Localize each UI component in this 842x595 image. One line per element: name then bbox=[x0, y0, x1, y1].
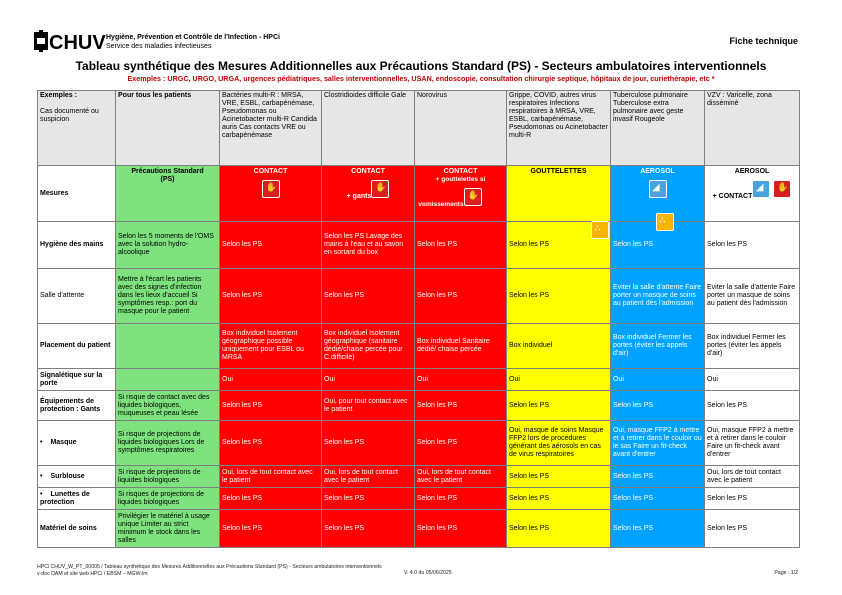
cell: Selon les PS bbox=[415, 222, 507, 269]
cell: Selon les PS bbox=[507, 222, 611, 269]
row-head: Placement du patient bbox=[38, 324, 116, 369]
droplet-icon: ∴ bbox=[656, 213, 674, 231]
row-head: Signalétique sur la porte bbox=[38, 369, 116, 391]
example-cell: Grippe, COVID, autres virus respiratoires Infections respiratoires à MRSA, VRE, ESBL, carbapénémase, Pseudomonas ou Acinetobacter multi-R bbox=[507, 91, 611, 166]
cell: Selon les PS bbox=[220, 510, 322, 548]
measure-contact-gants: CONTACT + gants ✋ bbox=[322, 166, 415, 222]
row-placement bbox=[38, 324, 800, 369]
row-head: Salle d'attente bbox=[38, 269, 116, 324]
row-head: • Surblouse bbox=[38, 466, 116, 488]
cell: Oui bbox=[705, 369, 800, 391]
cell: Si risque de projections de liquides biologiques bbox=[116, 466, 220, 488]
cell: Oui, masque de soins Masque FFP2 lors de procédures générant des aérosols en cas de virus respiratoires bbox=[507, 421, 611, 466]
row-signaletique bbox=[38, 369, 800, 391]
cell: Eviter la salle d'attente Faire porter un masque de soins au patient dès l'admission bbox=[705, 269, 800, 324]
page-title: Tableau synthétique des Mesures Additionnelles aux Précautions Standard (PS) - Secteurs ambulatoires interventionnels bbox=[75, 59, 767, 73]
cell: Oui bbox=[220, 369, 322, 391]
row-gants bbox=[38, 391, 800, 421]
cell: Selon les PS bbox=[705, 391, 800, 421]
cell: Selon les PS bbox=[611, 222, 705, 269]
cell: Selon les PS bbox=[611, 391, 705, 421]
examples-line: Exemples : URGC, URGO, URGA, urgences pédiatriques, salles interventionnelles, USAN, endoscopie, consultation chirurgie septique, hôpitaux de jour, curiethérapie, etc * bbox=[127, 74, 715, 83]
cell: Oui, pour tout contact avec le patient bbox=[322, 391, 415, 421]
cell: Oui, lors de tout contact avec le patient bbox=[415, 466, 507, 488]
cell: Selon les PS Lavage des mains à l'eau et au savon en sortant du box bbox=[322, 222, 415, 269]
cell: Selon les PS bbox=[322, 421, 415, 466]
droplet-icon: ∴ bbox=[591, 221, 609, 239]
footer-version: V. 4.0 du 05/06/2025 bbox=[404, 570, 452, 576]
example-cell: Tuberculose pulmonaire Tuberculose extra pulmonaire avec geste invasif Rougeole bbox=[611, 91, 705, 166]
row-materiel bbox=[38, 510, 800, 548]
cell: Oui bbox=[507, 369, 611, 391]
cell: Selon les PS bbox=[220, 421, 322, 466]
cell: Selon les PS bbox=[322, 488, 415, 510]
cell: Selon les PS bbox=[507, 510, 611, 548]
cell: Oui bbox=[322, 369, 415, 391]
cell: Selon les PS bbox=[507, 391, 611, 421]
measure-gouttelettes: GOUTTELETTES ∴ bbox=[507, 166, 611, 222]
cell: Selon les PS bbox=[415, 421, 507, 466]
cell bbox=[116, 369, 220, 391]
hand-icon: ✋ bbox=[464, 188, 482, 206]
cell: Box individuel Fermer les portes (éviter les appels d'air) bbox=[705, 324, 800, 369]
cell: Selon les PS bbox=[611, 466, 705, 488]
cell: Box individuel Isolement géographique (sanitaire dédié/chaise percée pour C.difficile) bbox=[322, 324, 415, 369]
cell: Oui, lors de tout contact avec le patient bbox=[705, 466, 800, 488]
cell: Selon les PS bbox=[220, 269, 322, 324]
measures-row bbox=[38, 166, 800, 222]
cell: Oui, lors de tout contact avec le patient bbox=[220, 466, 322, 488]
cell: Selon les PS bbox=[220, 488, 322, 510]
cell: Oui bbox=[415, 369, 507, 391]
org-line-1: Hygiène, Prévention et Contrôle de l'Infection - HPCi bbox=[106, 34, 280, 41]
cell bbox=[116, 324, 220, 369]
footer-line-2: v-doc DAM et site web HPCi / EBSM – MGW-lm bbox=[37, 570, 148, 577]
chuv-logo bbox=[34, 30, 106, 54]
document-type: Fiche technique bbox=[729, 36, 798, 46]
example-cell: Clostridioides difficile Gale bbox=[322, 91, 415, 166]
cell: Eviter la salle d'attente Faire porter un masque de soins au patient dès l'admission bbox=[611, 269, 705, 324]
org-line-2: Service des maladies infectieuses bbox=[106, 43, 212, 50]
measure-aerosol-contact: AEROSOL + CONTACT ◢ ✋ bbox=[705, 166, 800, 222]
cell: Selon les PS bbox=[322, 269, 415, 324]
cell: Mettre à l'écart les patients avec des signes d'infection dans les lieux d'accueil Si symptômes resp.: port du masque pour le patient bbox=[116, 269, 220, 324]
row-head: • Masque bbox=[38, 421, 116, 466]
cell: Selon les PS bbox=[415, 510, 507, 548]
cell: Selon les PS bbox=[611, 488, 705, 510]
cell: Oui bbox=[611, 369, 705, 391]
row-head: Équipements de protection : Gants bbox=[38, 391, 116, 421]
hand-icon: ✋ bbox=[773, 180, 791, 198]
cell: Box individuel Fermer les portes (éviter les appels d'air) bbox=[611, 324, 705, 369]
row-masque bbox=[38, 421, 800, 466]
row-lunettes bbox=[38, 488, 800, 510]
cell: Selon les PS bbox=[415, 269, 507, 324]
organization-name bbox=[106, 33, 280, 51]
cell: Selon les PS bbox=[322, 510, 415, 548]
measure-contact: CONTACT ✋ bbox=[220, 166, 322, 222]
example-cell: Norovirus bbox=[415, 91, 507, 166]
example-cell: Bactéries multi-R : MRSA, VRE, ESBL, carbapénémase, Pseudomonas ou Acinetobacter multi-R Candida auris Cas contacts VRE ou carbapénémase bbox=[220, 91, 322, 166]
row-hygiene-mains bbox=[38, 222, 800, 269]
footer-page: Page : 1/2 bbox=[774, 570, 798, 576]
measure-contact-gouttelettes: CONTACT + gouttelettes si vomissements ✋ ∴ bbox=[415, 166, 507, 222]
row-surblouse bbox=[38, 466, 800, 488]
cell: Oui, masque FFP2 à mettre et à retirer dans le couloir Faire un fit-check avant d'entrer bbox=[705, 421, 800, 466]
cell: Selon les PS bbox=[507, 269, 611, 324]
cell: Selon les PS bbox=[507, 488, 611, 510]
cell: Selon les PS bbox=[220, 222, 322, 269]
cell: Selon les PS bbox=[705, 510, 800, 548]
row-head: Matériel de soins bbox=[38, 510, 116, 548]
cell: Box individuel Isolement géographique possible uniquement pour ESBL ou MRSA bbox=[220, 324, 322, 369]
example-cell: Pour tous les patients bbox=[116, 91, 220, 166]
hand-icon: ✋ bbox=[371, 180, 389, 198]
cell: Selon les PS bbox=[220, 391, 322, 421]
cell: Selon les PS bbox=[415, 391, 507, 421]
cell: Box individuel Sanitaire dédié/ chaise percée bbox=[415, 324, 507, 369]
row-head: Hygiène des mains bbox=[38, 222, 116, 269]
footer bbox=[37, 564, 382, 577]
examples-head: Exemples : Cas documenté ou suspicion bbox=[38, 91, 116, 166]
cell: Selon les PS bbox=[507, 466, 611, 488]
aerosol-icon: ◢ bbox=[649, 180, 667, 198]
aerosol-icon: ◢ bbox=[752, 180, 770, 198]
hand-icon: ✋ bbox=[262, 180, 280, 198]
cell: Oui, lors de tout contact avec le patient bbox=[322, 466, 415, 488]
cell: Selon les PS bbox=[705, 222, 800, 269]
measures-table bbox=[37, 90, 800, 548]
measure-aerosol: AEROSOL ◢ bbox=[611, 166, 705, 222]
example-cell: VZV : Varicelle, zona disséminé bbox=[705, 91, 800, 166]
cell: Selon les PS bbox=[705, 488, 800, 510]
footer-line-1: HPCi CHUV_W_PT_00005 / Tableau synthétique des Mesures Additionnelles aux Précautions Standard (PS) - Secteurs ambulatoires interventionnels bbox=[37, 564, 382, 570]
cell: Selon les PS bbox=[611, 510, 705, 548]
cell: Selon les 5 moments de l'OMS avec la solution hydro-alcoolique bbox=[116, 222, 220, 269]
cell: Privilégier le matériel à usage unique Limiter au strict minimum le stock dans les salles bbox=[116, 510, 220, 548]
measure-standard: Précautions Standard (PS) bbox=[116, 166, 220, 222]
cell: Si risque de contact avec des liquides biologiques, muqueuses et peau lésée bbox=[116, 391, 220, 421]
cell: Si risque de projections de liquides biologiques Lors de symptômes respiratoires bbox=[116, 421, 220, 466]
cell: Si risques de projections de liquides biologiques bbox=[116, 488, 220, 510]
measures-head: Mesures bbox=[38, 166, 116, 222]
cell: Box individuel bbox=[507, 324, 611, 369]
row-head: • Lunettes de protection bbox=[38, 488, 116, 510]
row-salle-attente bbox=[38, 269, 800, 324]
svg-text:CHUV: CHUV bbox=[49, 32, 106, 54]
cell: Oui, masque FFP2 à mettre et à retirer dans le couloir ou le sas Faire un fit-check avant d'entrer bbox=[611, 421, 705, 466]
examples-row bbox=[38, 91, 800, 166]
cell: Selon les PS bbox=[415, 488, 507, 510]
